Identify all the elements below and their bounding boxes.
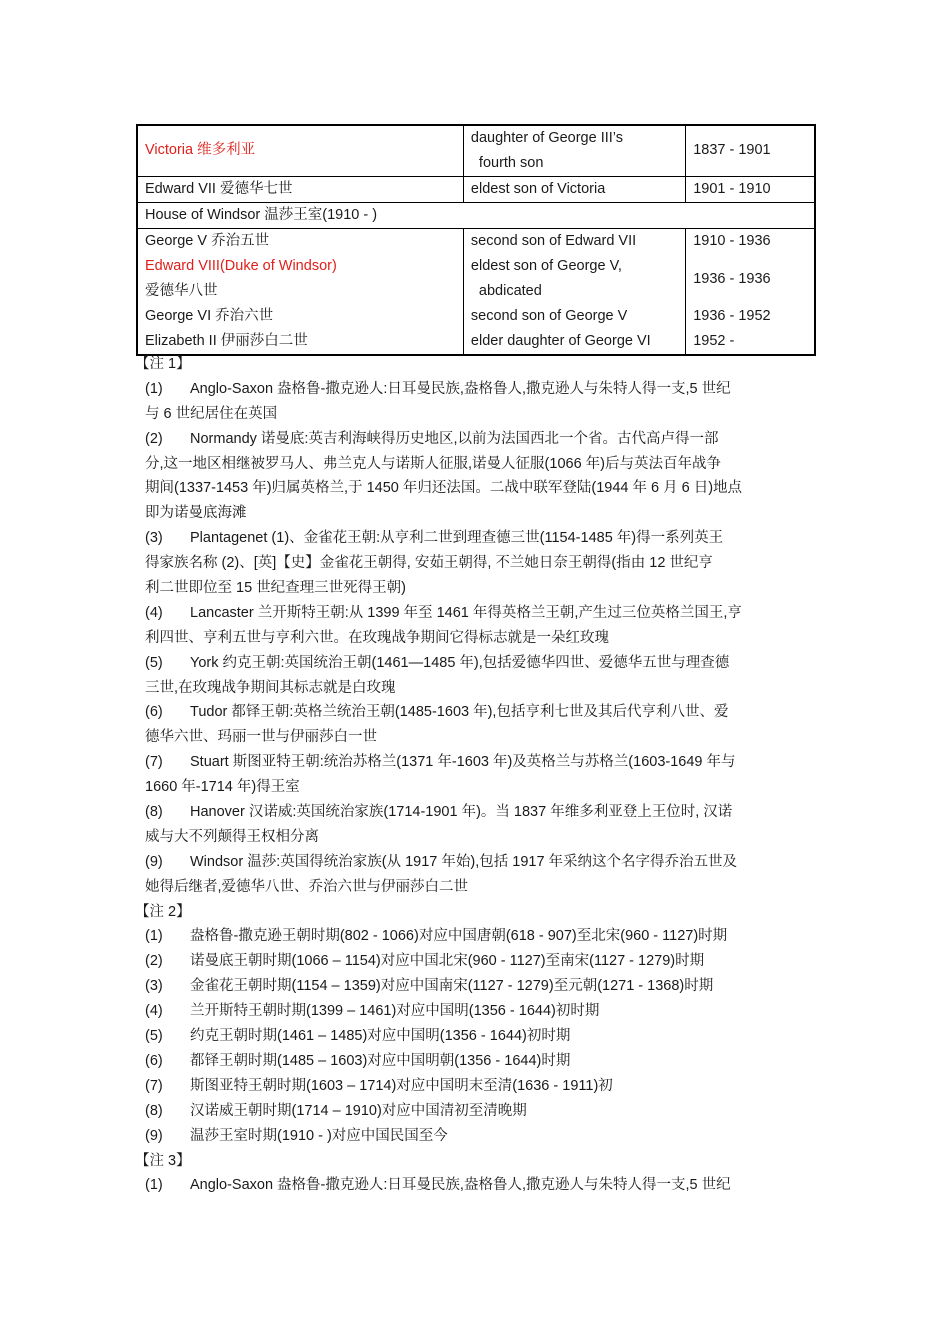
monarch-name: Edward VIII(Duke of Windsor) xyxy=(145,258,337,274)
note-line: 分,这一地区相继被罗马人、弗兰克人与诺斯人征服,诺曼人征服(1066 年)后与英法百年战争 xyxy=(145,455,721,472)
note-line: (6) Tudor 都铎王朝:英格兰统治王朝(1485-1603 年),包括亨利七世及其后代亨利八世、爱 xyxy=(145,704,729,721)
note-line: (3) Plantagenet (1)、金雀花王朝:从亨利二世到理查德三世(1154-1485 年)得一系列英王 xyxy=(145,530,724,547)
note-line: (7) Stuart 斯图亚特王朝:统治苏格兰(1371 年-1603 年)及英格兰与苏格兰(1603-1649 年与 xyxy=(145,754,736,771)
monarch-relation: elder daughter of George VI xyxy=(470,333,651,349)
note-3-title: 【注 3】 xyxy=(135,1152,191,1169)
note-line: (7) 斯图亚特王朝时期(1603 – 1714)对应中国明末至清(1636 - 1911)初 xyxy=(145,1077,613,1094)
monarch-name: Edward VII 爱德华七世 xyxy=(145,181,293,197)
note-line: (2) 诺曼底王朝时期(1066 – 1154)对应中国北宋(960 - 1127)至南宋(1127 - 1279)时期 xyxy=(145,953,705,970)
monarch-relation-cont: fourth son xyxy=(478,155,544,171)
reign-years: 1910 - 1936 xyxy=(693,233,771,249)
notes-section xyxy=(135,352,813,1198)
note-line: (5) York 约克王朝:英国统治王朝(1461—1485 年),包括爱德华四世、爱德华五世与理查德 xyxy=(145,654,730,671)
monarch-name-cn: 爱德华八世 xyxy=(145,283,218,299)
note-line: 利二世即位至 15 世纪查理三世死得王朝) xyxy=(145,580,407,597)
note-line: (2) Normandy 诺曼底:英吉利海峡得历史地区,以前为法国西北一个省。古代高卢得一部 xyxy=(145,430,719,447)
monarch-relation: eldest son of Victoria xyxy=(470,181,606,197)
monarch-relation: second son of George V xyxy=(470,308,628,324)
reign-years: 1936 - 1936 xyxy=(693,271,771,287)
note-line: 三世,在玫瑰战争期间其标志就是白玫瑰 xyxy=(145,679,396,696)
note-line: 她得后继者,爱德华八世、乔治六世与伊丽莎白二世 xyxy=(145,878,469,895)
monarch-name: Victoria 维多利亚 xyxy=(145,142,256,158)
monarch-relation-cont: abdicated xyxy=(478,283,542,299)
table-row xyxy=(137,125,815,177)
monarch-relation: eldest son of George V, xyxy=(470,258,622,274)
table-row xyxy=(137,177,815,203)
reign-years: 1952 - xyxy=(693,333,735,349)
note-line: (8) Hanover 汉诺威:英国统治家族(1714-1901 年)。当 1837 年维多利亚登上王位时, 汉诺 xyxy=(145,804,733,821)
reign-years: 1936 - 1952 xyxy=(693,308,771,324)
house-of-windsor-heading: House of Windsor 温莎王室(1910 - ) xyxy=(145,207,378,223)
note-line: (5) 约克王朝时期(1461 – 1485)对应中国明(1356 - 1644)初时期 xyxy=(145,1028,571,1045)
note-line: (1) Anglo-Saxon 盎格鲁-撒克逊人:日耳曼民族,盎格鲁人,撒克逊人与朱特人得一支,5 世纪 xyxy=(145,1177,731,1194)
note-line: (1) Anglo-Saxon 盎格鲁-撒克逊人:日耳曼民族,盎格鲁人,撒克逊人与朱特人得一支,5 世纪 xyxy=(145,380,731,397)
note-line: (3) 金雀花王朝时期(1154 – 1359)对应中国南宋(1127 - 1279)至元朝(1271 - 1368)时期 xyxy=(145,978,714,995)
note-line: 威与大不列颠得王权相分离 xyxy=(145,828,319,845)
note-line: (8) 汉诺威王朝时期(1714 – 1910)对应中国清初至清晚期 xyxy=(145,1102,527,1119)
monarch-name: George V 乔治五世 xyxy=(145,233,270,249)
note-line: 利四世、亨利五世与亨利六世。在玫瑰战争期间它得标志就是一朵红玫瑰 xyxy=(145,629,609,646)
monarch-name: George VI 乔治六世 xyxy=(145,308,274,324)
monarchs-table xyxy=(136,124,816,356)
note-line: 期间(1337-1453 年)归属英格兰,于 1450 年归还法国。二战中联军登陆(1944 年 6 月 6 日)地点 xyxy=(145,480,743,497)
note-line: 即为诺曼底海滩 xyxy=(145,505,247,522)
monarch-relation: second son of Edward VII xyxy=(470,233,637,249)
note-line: (1) 盎格鲁-撒克逊王朝时期(802 - 1066)对应中国唐朝(618 - 907)至北宋(960 - 1127)时期 xyxy=(145,928,728,945)
note-line: (6) 都铎王朝时期(1485 – 1603)对应中国明朝(1356 - 1644)时期 xyxy=(145,1052,571,1069)
note-line: (9) 温莎王室时期(1910 - )对应中国民国至今 xyxy=(145,1127,448,1144)
monarch-relation: daughter of George III’s xyxy=(470,130,624,146)
table-row xyxy=(137,203,815,229)
note-line: 1660 年-1714 年)得王室 xyxy=(145,779,300,796)
note-line: 德华六世、玛丽一世与伊丽莎白一世 xyxy=(145,729,377,746)
note-line: 与 6 世纪居住在英国 xyxy=(145,405,278,422)
note-line: (4) Lancaster 兰开斯特王朝:从 1399 年至 1461 年得英格兰王朝,产生过三位英格兰国王,亨 xyxy=(145,604,742,621)
reign-years: 1901 - 1910 xyxy=(693,181,771,197)
note-1-title: 【注 1】 xyxy=(135,356,191,372)
table-row xyxy=(137,229,815,356)
reign-years: 1837 - 1901 xyxy=(693,142,771,158)
monarch-name: Elizabeth II 伊丽莎白二世 xyxy=(145,333,308,349)
note-line: (9) Windsor 温莎:英国得统治家族(从 1917 年始),包括 1917 年采纳这个名字得乔治五世及 xyxy=(145,853,738,870)
note-line: 得家族名称 (2)、[英]【史】金雀花王朝得, 安茹王朝得, 不兰她日奈王朝得(指由 12 世纪亨 xyxy=(145,555,713,572)
note-2-title: 【注 2】 xyxy=(135,903,191,920)
note-line: (4) 兰开斯特王朝时期(1399 – 1461)对应中国明(1356 - 1644)初时期 xyxy=(145,1003,600,1020)
